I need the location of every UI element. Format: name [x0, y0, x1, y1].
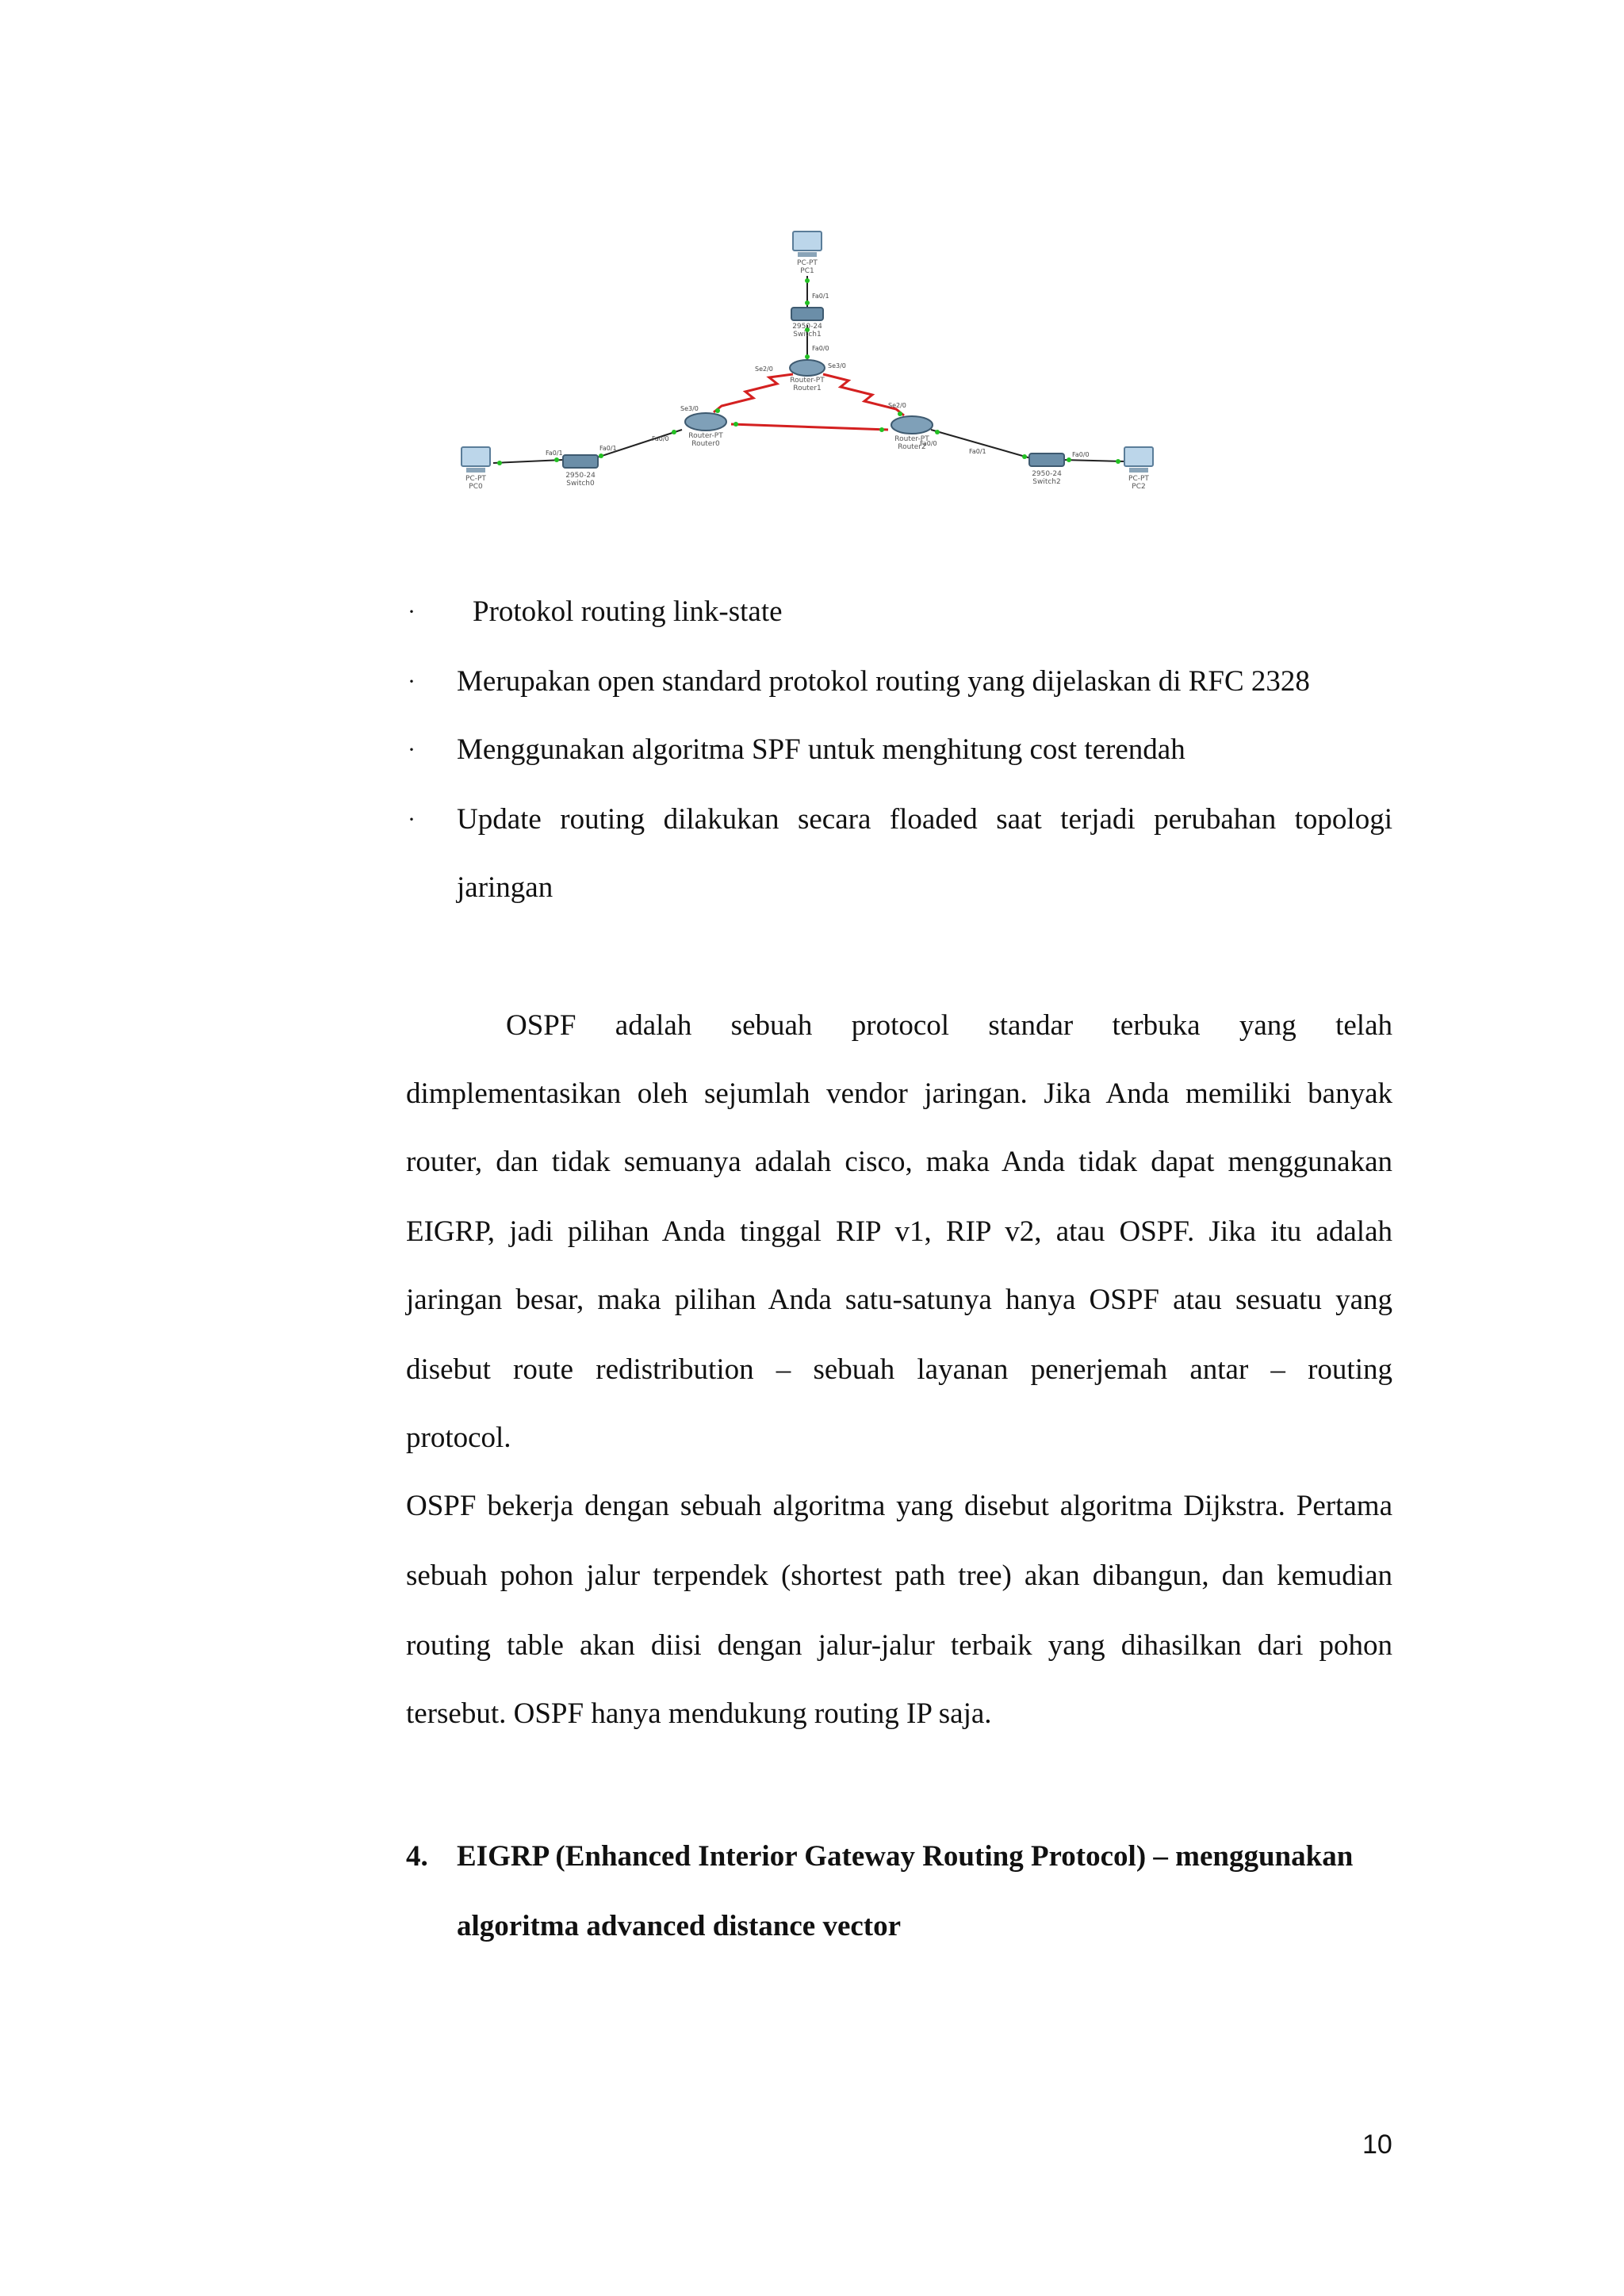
router-icon [790, 360, 825, 376]
paragraph-line: disebut route redistribution – sebuah layanan penerjemah antar – routing [406, 1353, 1392, 1386]
paragraph-line: routing table akan diisi dengan jalur-jalur terbaik yang dihasilkan dari pohon [406, 1629, 1392, 1662]
pc2-label-type: PC-PT [1128, 475, 1149, 483]
pc1-label-name: PC1 [800, 267, 814, 275]
link-switch0-pc0 [493, 460, 563, 463]
bullet-marker: · [408, 806, 416, 832]
port-label: Se2/0 [888, 402, 906, 409]
port-label: Fa0/0 [1072, 451, 1090, 458]
paragraph-line: OSPF adalah sebuah protocol standar terbuka yang telah [506, 1009, 1392, 1042]
bullet-text-continued: jaringan [457, 871, 553, 904]
port-label: Se3/0 [828, 362, 846, 369]
switch0-label-type: 2950-24 [565, 472, 596, 480]
paragraph-line: EIGRP, jadi pilihan Anda tinggal RIP v1, RIP v2, atau OSPF. Jika itu adalah [406, 1215, 1392, 1248]
bullet-marker: · [408, 599, 416, 625]
router1-label-name: Router1 [793, 385, 822, 392]
port-label: Se3/0 [680, 405, 699, 412]
switch0-label-name: Switch0 [566, 480, 595, 488]
pc-icon [462, 447, 490, 473]
port-label: Fa0/1 [812, 293, 829, 300]
router0-label-name: Router0 [691, 440, 720, 448]
pc0-label-name: PC0 [469, 483, 483, 491]
port-label: Fa0/1 [599, 445, 617, 452]
switch-icon [791, 308, 823, 320]
heading-number: 4. [406, 1840, 428, 1873]
switch2-label-name: Switch2 [1032, 478, 1061, 486]
heading-text: EIGRP (Enhanced Interior Gateway Routing Protocol) – menggunakan [457, 1840, 1354, 1873]
router0-label-type: Router-PT [688, 432, 723, 440]
port-label: Se2/0 [755, 365, 773, 373]
switch-icon [563, 455, 598, 468]
paragraph-line: dimplementasikan oleh sejumlah vendor jaringan. Jika Anda memiliki banyak [406, 1077, 1392, 1110]
page-number: 10 [1362, 2130, 1392, 2160]
paragraph-line: tersebut. OSPF hanya mendukung routing IP saja. [406, 1697, 992, 1730]
network-topology-diagram [444, 222, 1158, 523]
bullet-text: Merupakan open standard protokol routing yang dijelaskan di RFC 2328 [457, 665, 1310, 698]
pc-icon [793, 232, 822, 257]
port-label: Fa0/0 [652, 435, 669, 442]
port-label: Fa0/0 [812, 345, 829, 352]
port-label: Fa0/0 [920, 440, 937, 447]
paragraph-line: router, dan tidak semuanya adalah cisco, maka Anda tidak dapat menggunakan [406, 1146, 1392, 1178]
pc1-label-type: PC-PT [797, 259, 818, 267]
bullet-marker: · [408, 737, 416, 763]
port-label: Fa0/1 [969, 448, 986, 455]
topology-svg [444, 222, 1158, 523]
paragraph-line: protocol. [406, 1422, 511, 1454]
pc0-label-type: PC-PT [465, 475, 486, 483]
switch-icon [1029, 453, 1064, 466]
router-icon [685, 413, 726, 430]
serial-link-router1-router2 [823, 374, 904, 415]
paragraph-line: jaringan besar, maka pilihan Anda satu-satunya hanya OSPF atau sesuatu yang [406, 1284, 1392, 1316]
serial-link-router0-router2 [731, 424, 888, 430]
switch2-label-type: 2950-24 [1032, 470, 1062, 478]
paragraph-line: sebuah pohon jalur terpendek (shortest path tree) akan dibangun, dan kemudian [406, 1559, 1392, 1592]
switch1-label-name: Switch1 [793, 331, 822, 339]
pc-icon [1124, 447, 1153, 473]
router2-label-name: Router2 [898, 443, 926, 451]
link-router0-switch0 [595, 430, 682, 458]
router1-label-type: Router-PT [790, 377, 825, 385]
link-switch2-pc2 [1063, 460, 1124, 461]
serial-link-router1-router0 [714, 374, 793, 412]
paragraph-line: OSPF bekerja dengan sebuah algoritma yang disebut algoritma Dijkstra. Pertama [406, 1490, 1392, 1522]
router-icon [891, 416, 933, 434]
port-label: Fa0/1 [546, 450, 563, 457]
bullet-text: Menggunakan algoritma SPF untuk menghitung cost terendah [457, 733, 1185, 766]
heading-text-continued: algoritma advanced distance vector [457, 1910, 902, 1942]
switch1-label-type: 2950-24 [792, 323, 822, 331]
bullet-marker: · [408, 668, 416, 695]
router2-label-type: Router-PT [894, 435, 929, 443]
bullet-text: Protokol routing link-state [473, 595, 783, 628]
bullet-text: Update routing dilakukan secara floaded saat terjadi perubahan topologi [457, 803, 1392, 836]
pc2-label-name: PC2 [1132, 483, 1146, 491]
